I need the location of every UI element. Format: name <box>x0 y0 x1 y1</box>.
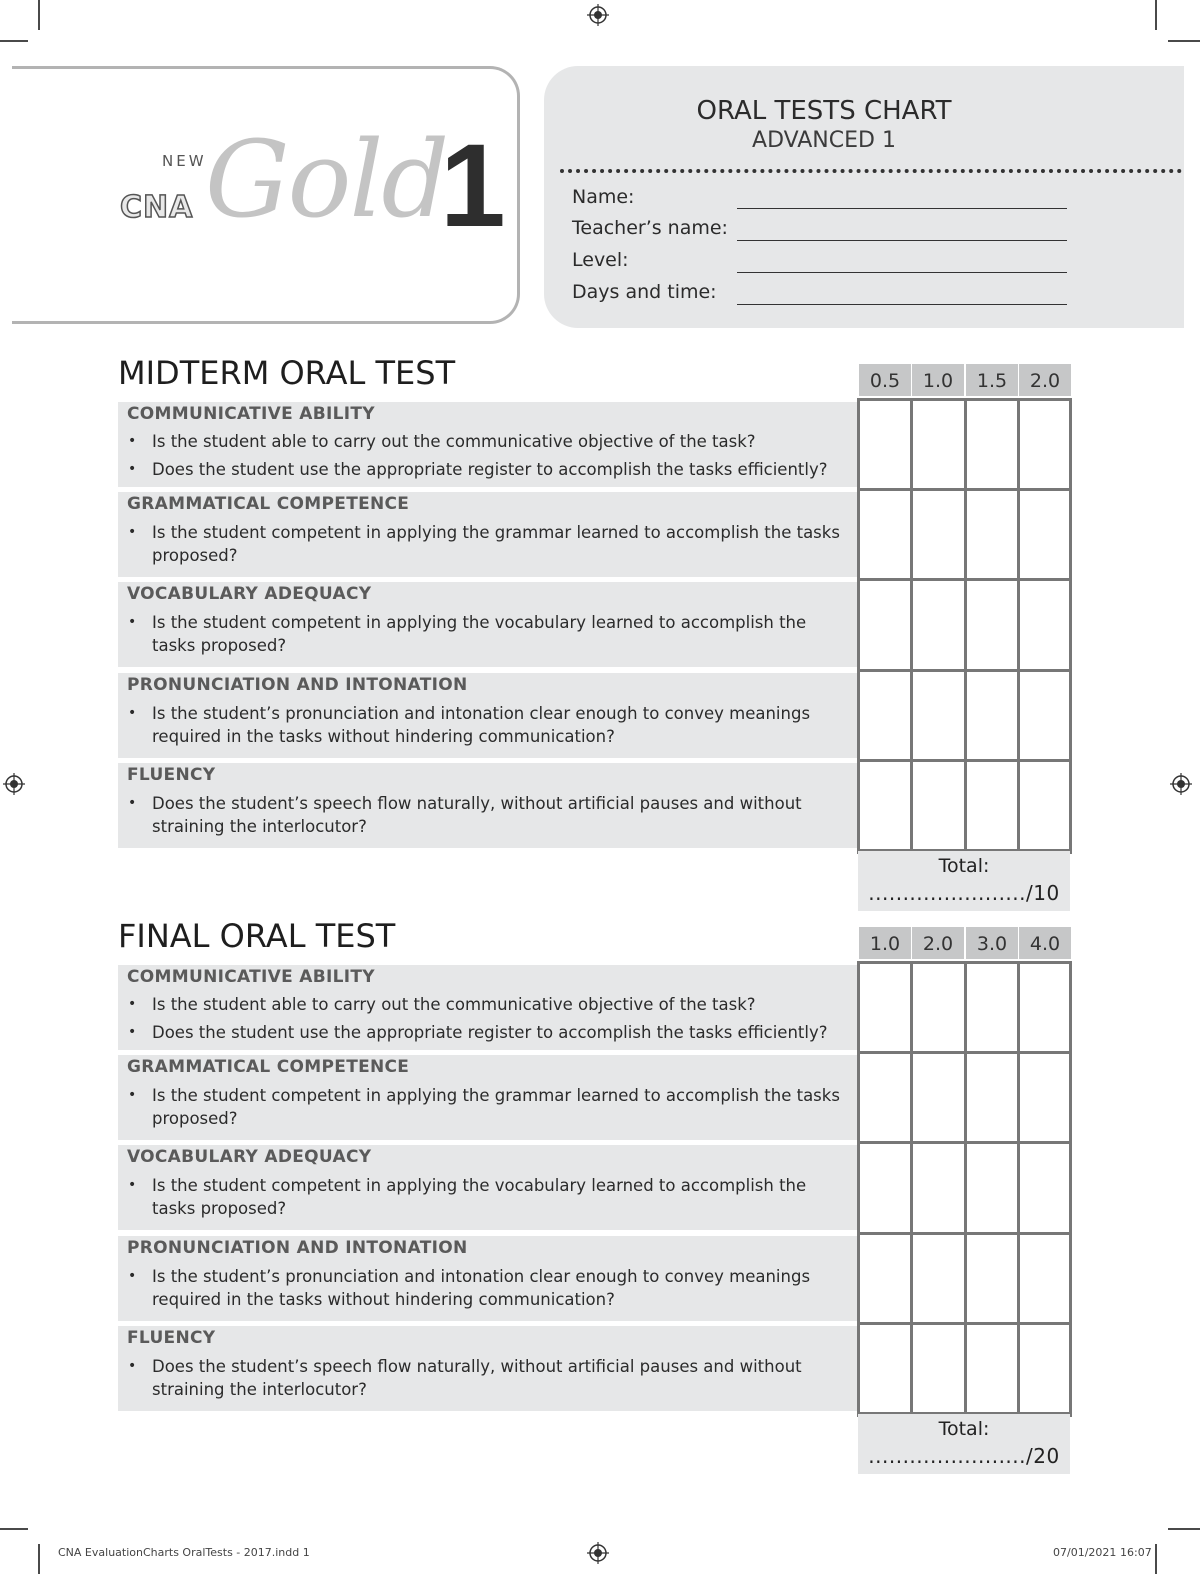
grid-line <box>1069 398 1072 854</box>
criterion-question: • Is the student competent in applying the grammar learned to accomplish the tasks proposed? <box>152 521 842 567</box>
crop-mark <box>1168 40 1200 42</box>
criterion-title: COMMUNICATIVE ABILITY <box>127 404 375 424</box>
crop-mark <box>0 1528 28 1530</box>
page-title: ORAL TESTS CHART <box>696 96 952 126</box>
midterm-score-header: 1.0 <box>912 364 964 396</box>
footer-date: 07/01/2021 <box>1053 1546 1117 1559</box>
grid-line <box>857 488 1072 491</box>
grid-line <box>857 759 1072 762</box>
midterm-section-title: MIDTERM ORAL TEST <box>118 354 456 392</box>
grid-line <box>1069 961 1072 1417</box>
logo-gold-text: Gold <box>205 118 448 241</box>
criterion-question: • Is the student able to carry out the communicative objective of the task? <box>152 993 842 1016</box>
midterm-score-header: 1.5 <box>966 364 1018 396</box>
total-value: ......................./10 <box>868 881 1060 905</box>
criterion-title: FLUENCY <box>127 765 216 785</box>
registration-mark-icon <box>587 4 609 26</box>
crop-mark <box>38 1544 40 1574</box>
midterm-score-header: 2.0 <box>1019 364 1071 396</box>
criterion-question: • Is the student able to carry out the communicative objective of the task? <box>152 430 842 453</box>
criterion-question: • Is the student competent in applying the vocabulary learned to accomplish the tasks proposed? <box>152 611 842 657</box>
criterion-question: • Does the student’s speech flow naturally, without artificial pauses and without straining the interlocutor? <box>152 792 842 838</box>
criterion-pronunciation-intonation <box>118 673 858 758</box>
grid-line <box>857 1141 1072 1144</box>
grid-line <box>910 961 913 1417</box>
grid-line <box>1017 961 1020 1417</box>
criterion-title: COMMUNICATIVE ABILITY <box>127 967 375 987</box>
grid-line <box>857 961 1072 964</box>
criterion-question: • Is the student’s pronunciation and intonation clear enough to convey meanings required in the tasks without hindering communication? <box>152 1265 842 1311</box>
crop-mark <box>1155 1544 1157 1574</box>
dotted-divider <box>560 169 1182 173</box>
days-time-label: Days and time: <box>572 281 717 303</box>
criterion-question: • Does the student use the appropriate register to accomplish the tasks efficiently? <box>152 458 842 481</box>
final-section-title: FINAL ORAL TEST <box>118 917 396 955</box>
criterion-title: VOCABULARY ADEQUACY <box>127 1147 372 1167</box>
criterion-question: • Is the student competent in applying the vocabulary learned to accomplish the tasks proposed? <box>152 1174 842 1220</box>
level-field-line[interactable] <box>737 272 1067 273</box>
final-score-header: 2.0 <box>912 927 964 959</box>
criterion-fluency <box>118 763 858 848</box>
criterion-title: GRAMMATICAL COMPETENCE <box>127 1057 410 1077</box>
grid-line <box>1017 398 1020 854</box>
logo-cna-text: CNA <box>120 190 194 225</box>
grid-line <box>964 961 967 1417</box>
crop-mark <box>1168 1528 1200 1530</box>
logo-level-number: 1 <box>440 120 506 252</box>
final-score-grid[interactable] <box>857 961 1072 1417</box>
criterion-question: • Does the student’s speech flow naturally, without artificial pauses and without straining the interlocutor? <box>152 1355 842 1401</box>
footer-time: 16:07 <box>1120 1546 1152 1559</box>
final-score-header: 1.0 <box>859 927 911 959</box>
criterion-vocabulary-adequacy <box>118 1145 858 1230</box>
criterion-title: PRONUNCIATION AND INTONATION <box>127 1238 468 1258</box>
registration-mark-icon <box>1170 773 1192 795</box>
logo-new-text: NEW <box>162 152 207 170</box>
midterm-score-header: 0.5 <box>859 364 911 396</box>
crop-mark <box>1155 0 1157 30</box>
criterion-communicative-ability <box>118 965 858 1050</box>
grid-line <box>857 398 860 854</box>
criterion-title: VOCABULARY ADEQUACY <box>127 584 372 604</box>
midterm-score-grid[interactable] <box>857 398 1072 854</box>
teacher-name-field-line[interactable] <box>737 240 1067 241</box>
teacher-name-label: Teacher’s name: <box>572 217 728 239</box>
total-value: ......................./20 <box>868 1444 1060 1468</box>
crop-mark <box>0 40 28 42</box>
page-subtitle: ADVANCED 1 <box>752 128 896 153</box>
grid-line <box>857 669 1072 672</box>
grid-line <box>857 1322 1072 1325</box>
criterion-title: PRONUNCIATION AND INTONATION <box>127 675 468 695</box>
footer-file-name: CNA EvaluationCharts OralTests - 2017.indd 1 <box>58 1546 310 1559</box>
grid-line <box>910 398 913 854</box>
days-time-field-line[interactable] <box>737 304 1067 305</box>
criterion-title: FLUENCY <box>127 1328 216 1348</box>
criterion-question: • Does the student use the appropriate register to accomplish the tasks efficiently? <box>152 1021 842 1044</box>
criterion-question: • Is the student competent in applying the grammar learned to accomplish the tasks proposed? <box>152 1084 842 1130</box>
total-label: Total: <box>938 1418 990 1440</box>
name-field-line[interactable] <box>737 208 1067 209</box>
criterion-communicative-ability <box>118 402 858 487</box>
level-label: Level: <box>572 249 629 271</box>
name-label: Name: <box>572 186 635 208</box>
grid-line <box>857 1232 1072 1235</box>
criterion-question: • Is the student’s pronunciation and intonation clear enough to convey meanings required in the tasks without hindering communication? <box>152 702 842 748</box>
criterion-title: GRAMMATICAL COMPETENCE <box>127 494 410 514</box>
registration-mark-icon <box>3 773 25 795</box>
final-total-box <box>858 1414 1070 1474</box>
criterion-grammatical-competence <box>118 1055 858 1140</box>
crop-mark <box>38 0 40 30</box>
criterion-pronunciation-intonation <box>118 1236 858 1321</box>
total-label: Total: <box>938 855 990 877</box>
final-score-header: 3.0 <box>966 927 1018 959</box>
registration-mark-icon <box>587 1542 609 1564</box>
criterion-grammatical-competence <box>118 492 858 577</box>
grid-line <box>857 961 860 1417</box>
midterm-total-box <box>858 851 1070 911</box>
grid-line <box>964 398 967 854</box>
grid-line <box>857 398 1072 401</box>
grid-line <box>857 578 1072 581</box>
grid-line <box>857 1051 1072 1054</box>
final-score-header: 4.0 <box>1019 927 1071 959</box>
criterion-fluency <box>118 1326 858 1411</box>
criterion-vocabulary-adequacy <box>118 582 858 667</box>
